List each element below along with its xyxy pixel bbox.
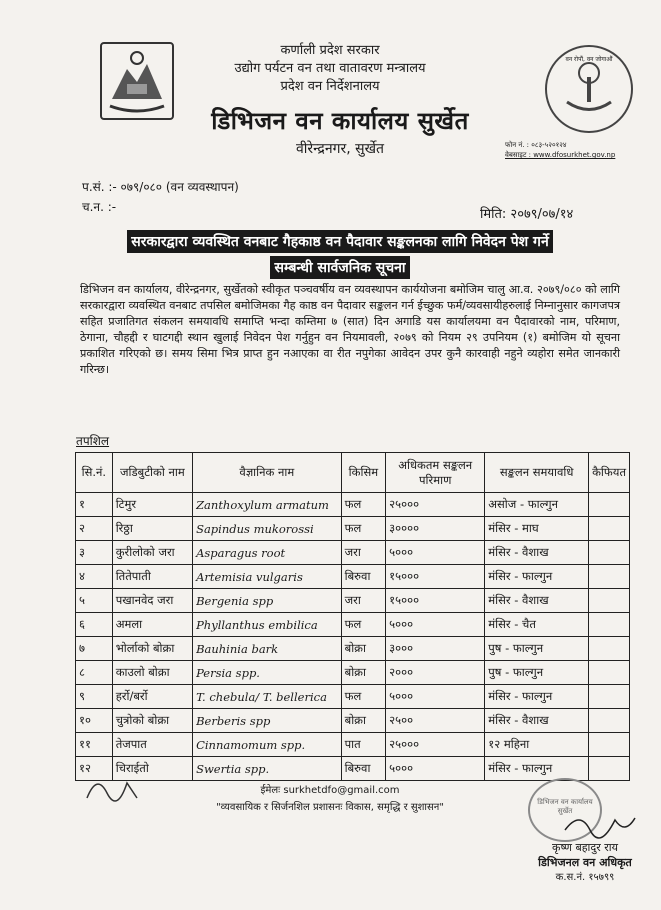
cell-remark: [589, 565, 630, 589]
cell-herb-name: तेजपात: [112, 733, 192, 757]
cell-scientific-name: Phyllanthus embilica: [193, 613, 342, 637]
table-row: [76, 541, 630, 565]
cell-period: पुष - फाल्गुन: [485, 661, 589, 685]
cell-sn: ३: [76, 541, 113, 565]
signer-signature-icon: [560, 810, 640, 840]
cell-herb-name: अमला: [112, 613, 192, 637]
cell-herb-name: रिठ्ठा: [112, 517, 192, 541]
cell-remark: [589, 517, 630, 541]
cell-sn: ७: [76, 637, 113, 661]
cell-quantity: ५०००: [386, 757, 485, 781]
cell-sn: ११: [76, 733, 113, 757]
col-sn: सि.नं.: [76, 453, 113, 493]
cell-quantity: ५०००: [386, 685, 485, 709]
cell-sn: १: [76, 493, 113, 517]
cell-sn: १२: [76, 757, 113, 781]
tapsil-label: तपशिल: [76, 434, 110, 448]
cell-herb-name: टिमुर: [112, 493, 192, 517]
table-row: [76, 565, 630, 589]
table-row: [76, 733, 630, 757]
cell-remark: [589, 589, 630, 613]
cell-herb-name: कुरीलोको जरा: [112, 541, 192, 565]
table-header-row: [76, 453, 630, 493]
cell-remark: [589, 493, 630, 517]
forest-logo-icon: [545, 45, 633, 133]
table-row: [76, 637, 630, 661]
notice-date: मिति: २०७९/०७/१४: [480, 207, 574, 222]
table-row: [76, 661, 630, 685]
office-location: वीरेन्द्रनगर, सुर्खेत: [295, 141, 385, 157]
cell-herb-name: चिराईतो: [112, 757, 192, 781]
cell-period: असोज - फाल्गुन: [485, 493, 589, 517]
province-government: कर्णाली प्रदेश सरकार: [280, 43, 380, 58]
cell-type: बिरुवा: [341, 757, 386, 781]
col-type: किसिम: [341, 453, 386, 493]
cell-remark: [589, 733, 630, 757]
cell-quantity: ३००००: [386, 517, 485, 541]
herb-table: [75, 452, 630, 781]
left-signature-icon: [82, 768, 142, 808]
cell-remark: [589, 661, 630, 685]
cell-period: मंसिर - फाल्गुन: [485, 757, 589, 781]
table-row: [76, 757, 630, 781]
cell-scientific-name: Cinnamomum spp.: [193, 733, 342, 757]
cell-sn: २: [76, 517, 113, 541]
col-max-quantity: अधिकतम सङ्कलन परिमाण: [386, 453, 485, 493]
cell-type: जरा: [341, 541, 386, 565]
cell-quantity: ५०००: [386, 541, 485, 565]
cell-herb-name: भोर्लाको बोक्रा: [112, 637, 192, 661]
cell-type: फल: [341, 493, 386, 517]
cell-period: मंसिर - वैशाख: [485, 541, 589, 565]
cell-scientific-name: T. chebula/ T. bellerica: [193, 685, 342, 709]
cell-type: बोक्रा: [341, 637, 386, 661]
notice-title-line2: सम्बन्धी सार्वजनिक सूचना: [270, 256, 409, 279]
col-herb-name: जडिबुटीको नाम: [112, 453, 192, 493]
cell-scientific-name: Zanthoxylum armatum: [193, 493, 342, 517]
logo-slogan: वन रोपौं, वन जोगाऔं: [565, 56, 613, 63]
cell-type: फल: [341, 517, 386, 541]
cell-quantity: २५०००: [386, 493, 485, 517]
cell-period: मंसिर - माघ: [485, 517, 589, 541]
table-row: [76, 685, 630, 709]
email-address[interactable]: ईमेलः surkhetdfo@gmail.com: [260, 785, 400, 796]
cell-herb-name: पखानवेद जरा: [112, 589, 192, 613]
table-row: [76, 589, 630, 613]
cell-sn: ४: [76, 565, 113, 589]
notice-title-line1: सरकारद्वारा व्यवस्थित वनबाट गैहकाष्ठ वन पैदावार सङ्कलनका लागि निवेदन पेश गर्ने: [127, 230, 552, 253]
cell-period: मंसिर - वैशाख: [485, 709, 589, 733]
chalani-number: च.न. :-: [82, 200, 117, 214]
phone-number: फोन नं. : ०८३-५२०१२४: [505, 141, 567, 149]
cell-type: पात: [341, 733, 386, 757]
cell-scientific-name: Bauhinia bark: [193, 637, 342, 661]
ministry-name: उद्योग पर्यटन वन तथा वातावरण मन्त्रालय: [234, 61, 426, 76]
cell-scientific-name: Bergenia spp: [193, 589, 342, 613]
cell-sn: १०: [76, 709, 113, 733]
cell-type: जरा: [341, 589, 386, 613]
cell-sn: ५: [76, 589, 113, 613]
cell-type: बोक्रा: [341, 709, 386, 733]
office-title: डिभिजन वन कार्यालय सुर्खेत: [211, 107, 469, 135]
signer-name: कृष्ण बहादुर राय: [552, 841, 618, 854]
cell-type: बोक्रा: [341, 661, 386, 685]
col-period: सङ्कलन समयावधि: [485, 453, 589, 493]
cell-type: बिरुवा: [341, 565, 386, 589]
cell-scientific-name: Asparagus root: [193, 541, 342, 565]
cell-type: फल: [341, 685, 386, 709]
cell-quantity: १५०००: [386, 565, 485, 589]
col-scientific-name: वैज्ञानिक नाम: [193, 453, 342, 493]
directorate-name: प्रदेश वन निर्देशनालय: [280, 79, 380, 94]
cell-sn: ६: [76, 613, 113, 637]
patra-sankhya: प.सं. :- ०७९/०८० (वन व्यवस्थापन): [82, 180, 239, 194]
cell-quantity: २५०००: [386, 733, 485, 757]
cell-quantity: २५००: [386, 709, 485, 733]
office-slogan: "व्यवसायिक र सिर्जनशिल प्रशासनः विकास, समृद्धि र सुशासन": [216, 802, 444, 813]
cell-period: मंसिर - वैशाख: [485, 589, 589, 613]
table-row: [76, 517, 630, 541]
cell-period: १२ महिना: [485, 733, 589, 757]
cell-quantity: ५०००: [386, 613, 485, 637]
cell-period: मंसिर - फाल्गुन: [485, 685, 589, 709]
cell-remark: [589, 637, 630, 661]
cell-remark: [589, 613, 630, 637]
table-row: [76, 613, 630, 637]
cell-scientific-name: Berberis spp: [193, 709, 342, 733]
cell-quantity: ३०००: [386, 637, 485, 661]
cell-period: मंसिर - फाल्गुन: [485, 565, 589, 589]
table-row: [76, 709, 630, 733]
website-link[interactable]: वेबसाइट : www.dfosurkhet.gov.np: [505, 151, 616, 159]
cell-herb-name: हर्रो/बर्रो: [112, 685, 192, 709]
signer-title: डिभिजनल वन अधिकृत: [538, 856, 632, 869]
cell-herb-name: तितेपाती: [112, 565, 192, 589]
cell-period: मंसिर - चैत: [485, 613, 589, 637]
cell-quantity: २०००: [386, 661, 485, 685]
cell-scientific-name: Artemisia vulgaris: [193, 565, 342, 589]
col-remarks: कैफियत: [589, 453, 630, 493]
cell-type: फल: [341, 613, 386, 637]
cell-remark: [589, 757, 630, 781]
cell-sn: ९: [76, 685, 113, 709]
government-emblem-icon: [100, 42, 174, 120]
cell-scientific-name: Persia spp.: [193, 661, 342, 685]
cell-remark: [589, 709, 630, 733]
signer-code: क.स.नं. १५७९९: [555, 872, 615, 883]
cell-period: पुष - फाल्गुन: [485, 637, 589, 661]
cell-remark: [589, 541, 630, 565]
cell-remark: [589, 685, 630, 709]
notice-body: डिभिजन वन कार्यालय, वीरेन्द्रनगर, सुर्खेतको स्वीकृत पञ्चवर्षीय वन व्यवस्थापन कार्ययोजना बमोजिम चालु आ.व. २०७९/०८० को लागि सरकारद्वारा व्यवस्थित वनबाट तपसिल बमोजिमका गैह काष्ठ वन पैदावार सङ्कलन गर्न ईच्छुक फर्म/व्यवसायीहरुलाई निम्नानुसार कागजपत्र सहित प्रजातिगत संकलन समयावधि समाप्ति भन्दा कम्तिमा ७ (सात) दिन अगाडि यस कार्यालयमा वन पैदावारको नाम, परिमाण, ठेगाना, चौहद्दी र घाटगद्दी स्थान खुलाई निवेदन पेश गर्नुहुन वन नियमावली, २०७९ को नियम २९ उपनियम (१) बमोजिम यो सूचना प्रकाशित गरिएको छ। समय सिमा भित्र प्राप्त हुन नआएका वा रीत नपुगेका आवेदन उपर कुनै कारवाही नहुने व्यहोरा समेत जानकारी गरिन्छ।: [80, 283, 620, 376]
cell-herb-name: चुत्रोको बोक्रा: [112, 709, 192, 733]
cell-scientific-name: Swertia spp.: [193, 757, 342, 781]
cell-quantity: १५०००: [386, 589, 485, 613]
stamp-text: डिभिजन वन कार्यालय सुर्खेत: [537, 798, 593, 815]
table-row: [76, 493, 630, 517]
cell-scientific-name: Sapindus mukorossi: [193, 517, 342, 541]
cell-sn: ८: [76, 661, 113, 685]
cell-herb-name: काउलो बोक्रा: [112, 661, 192, 685]
